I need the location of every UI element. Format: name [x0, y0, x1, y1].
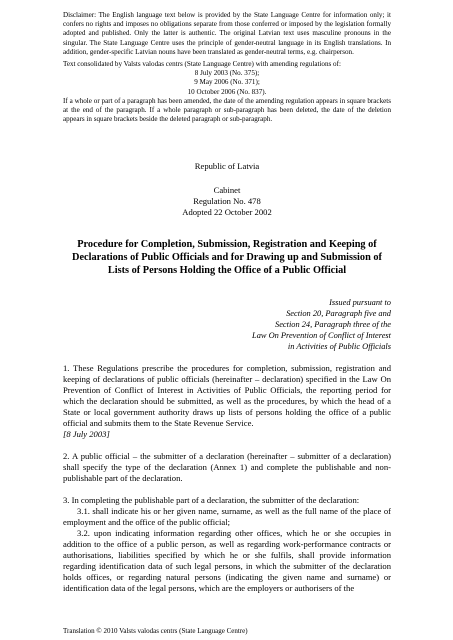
amendment-list [63, 69, 391, 97]
regulation-number: Regulation No. 478 [193, 195, 261, 206]
issued-line: Section 24, Paragraph three of the [275, 320, 391, 330]
document-page [63, 0, 391, 640]
regulation-title: Procedure for Completion, Submission, Registration and Keeping of Declarations of Public Officials and for Drawing up and Submission of Lists of Persons Holding the Office of a Public Official [72, 239, 382, 277]
issued-pursuant [63, 297, 391, 352]
consolidation-note: Text consolidated by Valsts valodas centrs (State Language Centre) with amending regulations of: [63, 60, 341, 69]
amendment-item: 9 May 2006 (No. 371); [194, 78, 260, 87]
issued-line: Issued pursuant to [329, 298, 391, 308]
republic: Republic of Latvia [194, 161, 260, 172]
amendment-note: If a whole or part of a paragraph has been amended, the date of the amending regulation appears in square brackets at the end of the paragraph. If a whole paragraph or sub-paragraph has been deleted, the date of the deletion appears in square brackets beside the deleted paragraph or sub-paragraph. [63, 96, 391, 124]
amendment-item: 10 October 2006 (No. 837). [187, 87, 267, 96]
amendment-item: 8 July 2003 (No. 375); [194, 69, 260, 78]
paragraph-2: 2. A public official – the submitter of a declaration (hereinafter – submitter of a declaration) shall specify the type of the declaration (Annex 1) and complete the publishable and non-publishable part of the declaration. [63, 451, 391, 484]
footer-translation: Translation © 2010 Valsts valodas centrs (State Language Centre) [63, 627, 248, 635]
issued-line: Law On Prevention of Conflict of Interest [252, 331, 391, 341]
adoption-date: Adopted 22 October 2002 [182, 207, 272, 218]
disclaimer: Disclaimer: The English language text below is provided by the State Language Centre for information only; it confers no rights and imposes no obligations separate from those conferred or imposed by the legislation formally adopted and published. Only the latter is authentic. The original Latvian text uses masculine pronouns in the singular. The State Language Centre uses the principle of gender-neutral language in its English translations. In addition, gender-specific Latvian nouns have been translated as gender-neutral terms, e.g. chairperson. [63, 11, 391, 56]
paragraph-1-text: 1. These Regulations prescribe the procedures for completion, submission, registration and keeping of declarations of public officials (hereinafter – declaration) specified in the Law On Prevention of Conflict of Interest in Activities of Public Officials, the reporting period for which the declaration should be submitted, as well as the procedures, by which the head of a State or local government authority draws up lists of persons holding the office of a public official and submits them to the State Revenue Service. [63, 363, 391, 429]
paragraph-3-2: 3.2. upon indicating information regarding other offices, which he or she occupies in addition to the office of a public person, as well as regarding work-performance contracts or authorisations, liabilities specified by which he or she fulfils, shall provide information regarding identification data of such legal persons, in which the submitter of the declaration holds offices, or regarding natural persons (indicating the given name and surname) or identification data of the legal persons, which are the employers or authorisers of the [63, 528, 391, 594]
paragraph-1 [63, 363, 391, 440]
cabinet: Cabinet [213, 184, 241, 195]
paragraph-3-1: 3.1. shall indicate his or her given name, surname, as well as the full name of the place of employment and the office of the public official; [63, 506, 391, 528]
paragraph-3: 3. In completing the publishable part of a declaration, the submitter of the declaration: [63, 495, 360, 506]
paragraph-1-note: [8 July 2003] [63, 429, 110, 440]
issued-line: Section 20, Paragraph five and [286, 309, 391, 319]
issued-line: in Activities of Public Officials [287, 342, 391, 352]
